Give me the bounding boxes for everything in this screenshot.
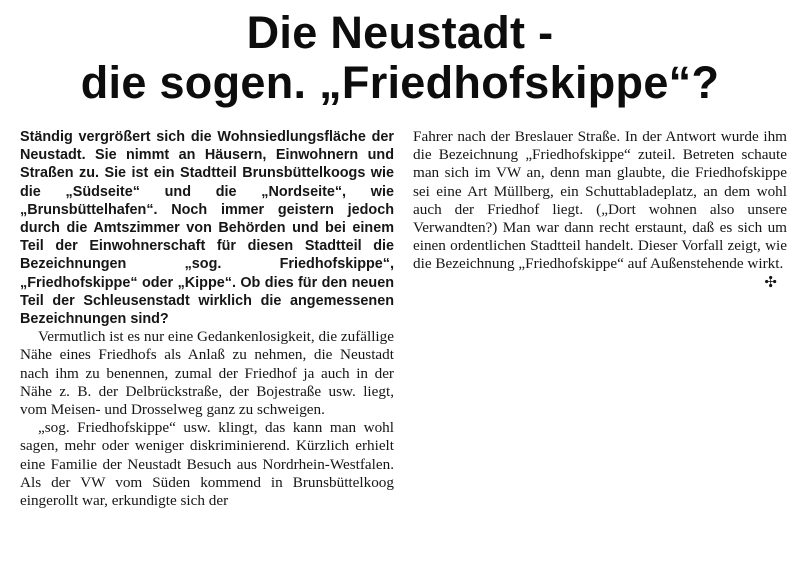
headline-line-2: die sogen. „Friedhofskippe“? — [80, 57, 720, 108]
end-mark-icon: ✣ — [764, 274, 777, 291]
article-headline — [0, 8, 800, 108]
lead-paragraph: Ständig vergrößert sich die Wohnsiedlungsfläche der Neustadt. Sie nimmt an Häusern, Einwohnern und Straßen zu. Sie ist ein Stadtteil Brunsbüttelkoogs wie die „Südseite“ und die „Nordseite“, wie „Brunsbüttelhafen“. Noch immer geistern jedoch durch die Amtszimmer von Behörden und bei einem Teil der Einwohnerschaft für diesen Stadtteil die Bezeichnungen „sog. Friedhofskippe“, „Friedhofskippe“ oder „Kippe“. Ob dies für den neuen Teil der Schleusenstadt wirklich die angemessenen Bezeichnungen sind? — [20, 129, 394, 328]
right-column — [413, 128, 787, 292]
body-paragraph-3-continued: Fahrer nach der Breslauer Straße. In der Antwort wurde ihm die Bezeichnung „Friedhofskippe“ zuteil. Betreten schaute man sich im VW an, denn man glaubte, die Friedhofskippe sei eine Art Müllberg, ein Schuttabladeplatz, an dem wohl auch der Friedhof liegt. („Dort wohnen also unsere Verwandten?) Man war dann recht erstaunt, daß es sich um einen ordentlichen Stadtteil handelt. Dieser Vorfall zeigt, wie die Bezeichnung „Friedhofskippe“ auf Außenstehende wirkt. — [413, 128, 787, 273]
body-paragraph-2: Vermutlich ist es nur eine Gedankenlosigkeit, die zufällige Nähe eines Friedhofs als Anlaß zu nehmen, die Neustadt nach ihm zu benennen, zumal der Friedhof ja auch in der Nähe z. B. der Delbrückstraße, der Bojestraße usw. liegt, vom Meisen- und Drosselweg ganz zu schweigen. — [20, 328, 394, 419]
headline-line-1: Die Neustadt - — [246, 7, 554, 58]
body-paragraph-3: „sog. Friedhofskippe“ usw. klingt, das kann man wohl sagen, mehr oder weniger diskriminierend. Kürzlich erhielt eine Familie der Neustadt Besuch aus Nordrhein-Westfalen. Als der VW vom Süden kommend in Brunsbüttelkoog eingerollt war, erkundigte sich der — [20, 419, 394, 510]
left-column — [20, 128, 394, 510]
